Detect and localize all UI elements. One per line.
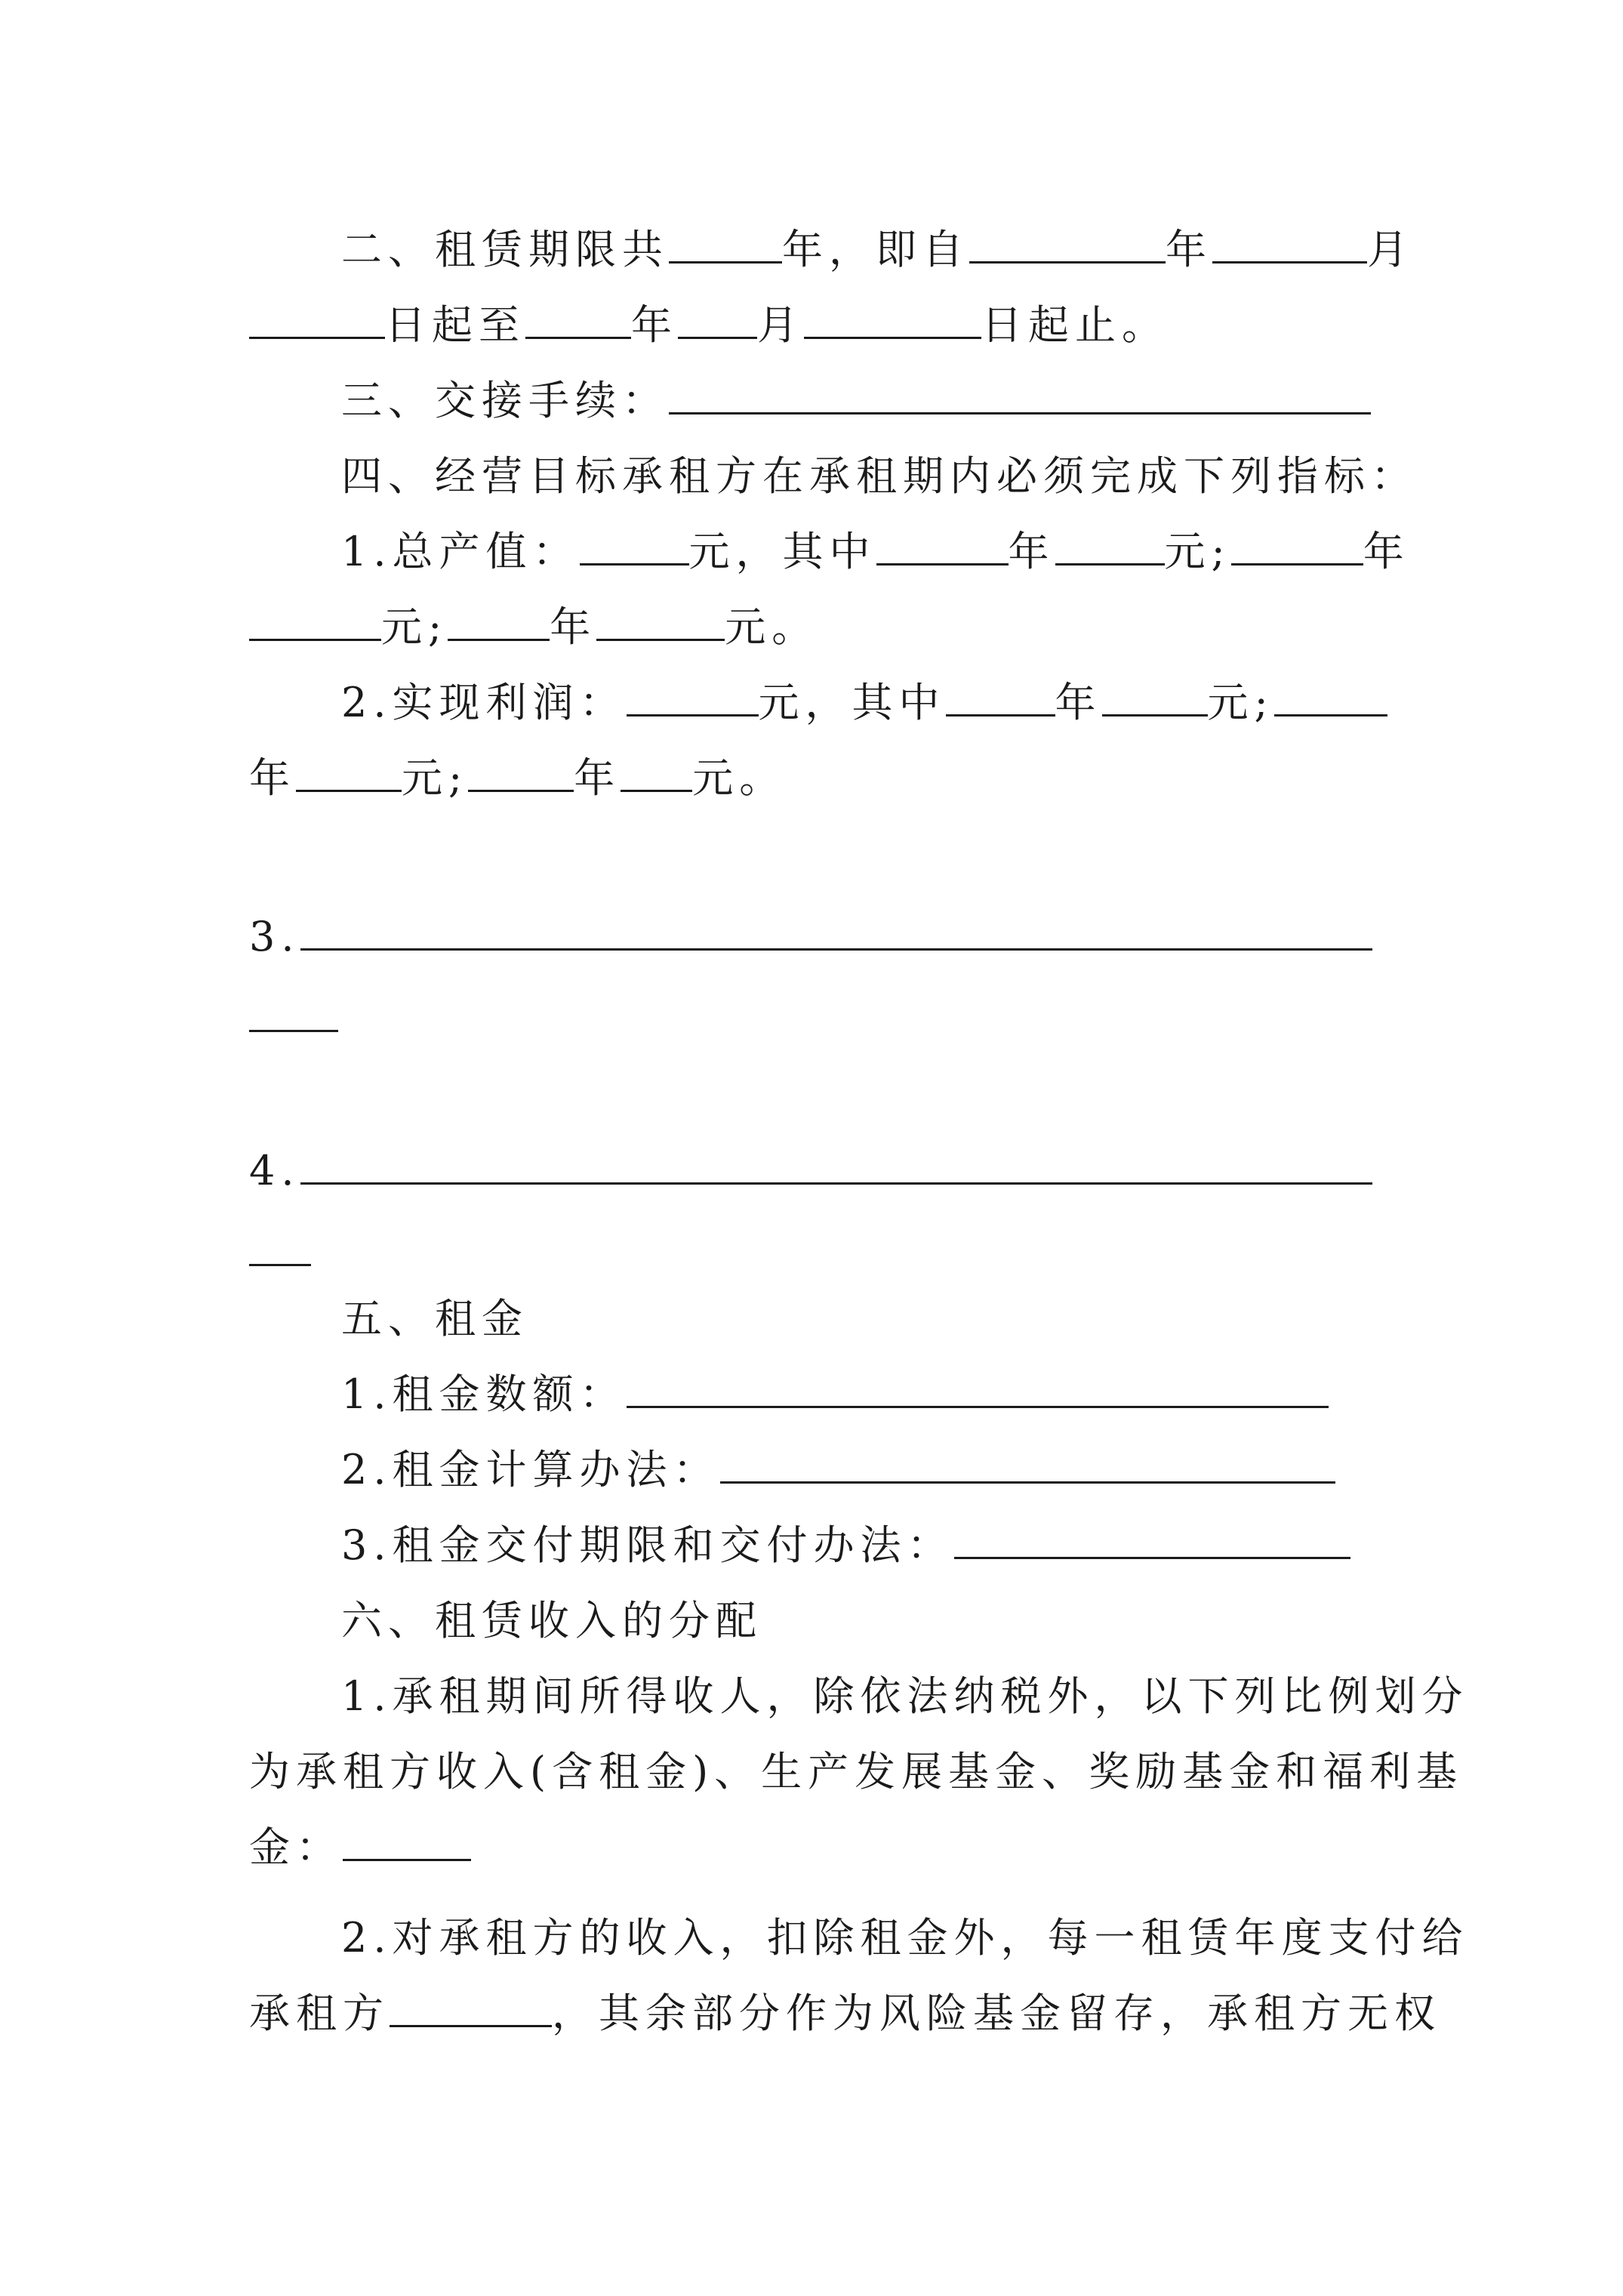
output-value-line-2 <box>0 590 1623 665</box>
blank-field[interactable] <box>946 677 1055 717</box>
text: 元。 <box>725 603 819 651</box>
text: 4. <box>249 1147 300 1194</box>
blank-field[interactable] <box>300 911 1372 951</box>
blank-field[interactable] <box>1274 677 1387 717</box>
text: 二、租赁期限共 <box>341 226 669 273</box>
text: 2.实现利润： <box>341 679 627 726</box>
text: 1.总产值： <box>341 528 580 575</box>
income-allocation-line-1: 1.承租期间所得收人，除依法纳税外，以下列比例划分 <box>341 1672 1469 1720</box>
text: 元。 <box>692 754 787 802</box>
blank-field[interactable] <box>804 300 981 339</box>
blank-field[interactable] <box>468 753 574 792</box>
text: ，其余部分作为风险基金留存，承租方无权 <box>552 1989 1441 2037</box>
output-value-line-1 <box>0 514 1623 590</box>
target-3-line <box>0 899 1623 975</box>
blank-field[interactable] <box>1231 526 1363 566</box>
blank-field[interactable] <box>249 300 385 339</box>
text: 三、交接手续： <box>341 377 669 424</box>
blank-field[interactable] <box>596 602 725 641</box>
blank-field[interactable] <box>390 1988 552 2027</box>
text: 金： <box>249 1823 343 1871</box>
blank-field-continuation[interactable] <box>249 1264 311 1266</box>
text: 年 <box>574 754 621 802</box>
text: 月 <box>757 301 804 349</box>
text: 年 <box>249 754 296 802</box>
blank-field[interactable] <box>249 602 381 641</box>
blank-field[interactable] <box>343 1822 471 1861</box>
text: 元，其中 <box>758 679 946 726</box>
section-6-title: 六、租赁收入的分配 <box>341 1597 762 1644</box>
section-4-title: 四、经营目标承租方在承租期内必须完成下列指标： <box>341 452 1418 500</box>
blank-field[interactable] <box>1212 224 1367 264</box>
lessee-income-line-1: 2.对承租方的收入，扣除租金外，每一租赁年度支付给 <box>341 1914 1469 1962</box>
target-4-line <box>0 1133 1623 1209</box>
text: 日起止。 <box>981 301 1169 349</box>
blank-field[interactable] <box>876 526 1009 566</box>
rent-calc-line <box>0 1432 1623 1508</box>
text: 月 <box>1367 226 1414 273</box>
lease-term-line-1 <box>0 212 1623 288</box>
blank-field[interactable] <box>969 224 1166 264</box>
text: 年 <box>1166 226 1212 273</box>
blank-field[interactable] <box>1102 677 1208 717</box>
lease-term-line-2 <box>0 288 1623 363</box>
text: 年，即自 <box>782 226 969 273</box>
text: 元，其中 <box>688 528 876 575</box>
income-allocation-line-2: 为承租方收入(含租金)、生产发展基金、奖励基金和福利基 <box>249 1748 1464 1795</box>
blank-field[interactable] <box>627 1369 1329 1408</box>
text: 1.租金数额： <box>341 1370 627 1418</box>
blank-field[interactable] <box>1055 526 1165 566</box>
blank-field[interactable] <box>296 753 402 792</box>
blank-field[interactable] <box>300 1145 1372 1185</box>
profit-line-2 <box>0 741 1623 816</box>
rent-payment-line <box>0 1508 1623 1583</box>
blank-field-continuation[interactable] <box>249 1030 338 1032</box>
text: 2.租金计算办法： <box>341 1446 720 1493</box>
text: 年 <box>1055 679 1102 726</box>
text: 元; <box>402 754 469 802</box>
blank-field[interactable] <box>525 300 631 339</box>
profit-line-1 <box>0 665 1623 741</box>
rent-amount-line <box>0 1357 1623 1432</box>
text: 承租方 <box>249 1989 390 2037</box>
lessee-income-line-2 <box>0 1976 1623 2051</box>
blank-field[interactable] <box>720 1444 1335 1484</box>
text: 年 <box>1363 528 1410 575</box>
handover-line <box>0 363 1623 439</box>
text: 元; <box>1164 528 1231 575</box>
text: 年 <box>550 603 597 651</box>
section-5-title: 五、租金 <box>341 1295 528 1342</box>
blank-field[interactable] <box>669 375 1371 415</box>
blank-field[interactable] <box>627 677 759 717</box>
blank-field[interactable] <box>448 602 550 641</box>
text: 元; <box>1207 679 1274 726</box>
blank-field[interactable] <box>669 224 782 264</box>
text: 3. <box>249 913 300 960</box>
income-allocation-line-3 <box>0 1810 1623 1885</box>
text: 日起至 <box>385 301 525 349</box>
text: 年 <box>1008 528 1055 575</box>
blank-field[interactable] <box>678 300 757 339</box>
text: 3.租金交付期限和交付办法： <box>341 1521 954 1569</box>
blank-field[interactable] <box>954 1520 1350 1559</box>
text: 年 <box>631 301 678 349</box>
text: 元; <box>381 603 448 651</box>
blank-field[interactable] <box>621 753 692 792</box>
blank-field[interactable] <box>580 526 689 566</box>
